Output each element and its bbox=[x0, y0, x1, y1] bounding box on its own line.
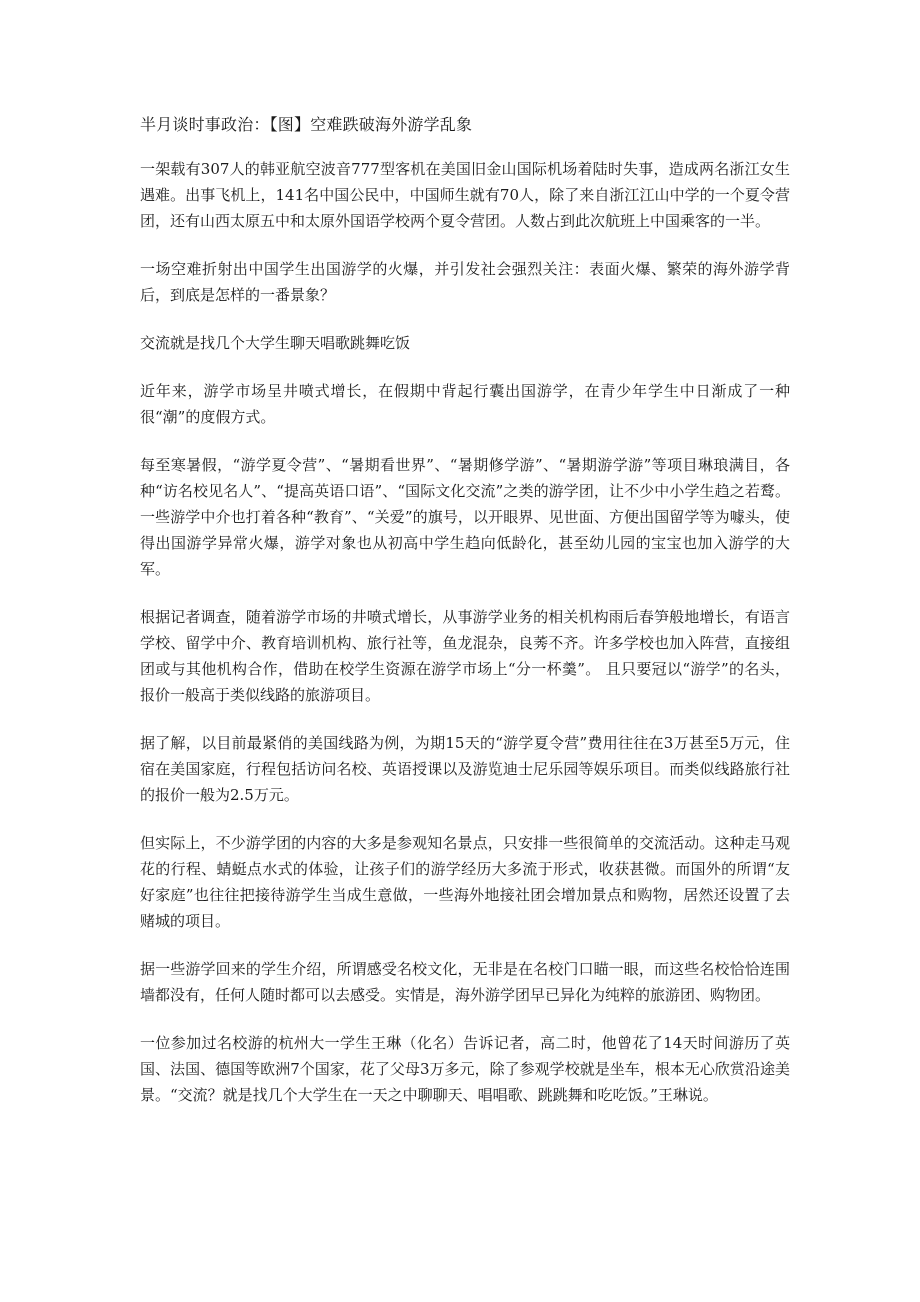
body-paragraph-7: 一位参加过名校游的杭州大一学生王琳（化名）告诉记者，高二时，他曾花了14天时间游历了英国、法国、德国等欧洲7个国家，花了父母3万多元，除了参观学校就是坐车，根本无心欣赏沿途美景。“交流？就是找几个大学生在一天之中聊聊天、唱唱歌、跳跳舞和吃吃饭。”王琳说。 bbox=[140, 1034, 790, 1104]
body-paragraph-4: 据了解，以目前最紧俏的美国线路为例，为期15天的“游学夏令营”费用往往在3万甚至5万元，住宿在美国家庭，行程包括访问名校、英语授课以及游览迪士尼乐园等娱乐项目。而类似线路旅行社的报价一般为2.5万元。 bbox=[140, 734, 790, 804]
body-paragraph-5: 但实际上，不少游学团的内容的大多是参观知名景点，只安排一些很简单的交流活动。这种走马观花的行程、蜻蜓点水式的体验，让孩子们的游学经历大多流于形式，收获甚微。而国外的所谓“友好家庭”也往往把接待游学生当成生意做，一些海外地接社团会增加景点和购物，居然还设置了去赌城的项目。 bbox=[140, 834, 790, 930]
body-paragraph-2: 每至寒暑假，“游学夏令营”、“暑期看世界”、“暑期修学游”、“暑期游学游”等项目琳琅满目，各种“访名校见名人”、“提高英语口语”、“国际文化交流”之类的游学团，让不少中小学生趋之若鹜。一些游学中介也打着各种“教育”、“关爱”的旗号，以开眼界、见世面、方便出国留学等为噱头，使得出国游学异常火爆，游学对象也从初高中学生趋向低龄化，甚至幼儿园的宝宝也加入游学的大军。 bbox=[140, 456, 790, 578]
body-paragraph-1: 近年来，游学市场呈井喷式增长，在假期中背起行囊出国游学，在青少年学生中日渐成了一种很“潮”的度假方式。 bbox=[140, 382, 790, 426]
body-paragraph-3: 根据记者调查，随着游学市场的井喷式增长，从事游学业务的相关机构雨后春笋般地增长，有语言学校、留学中介、教育培训机构、旅行社等，鱼龙混杂，良莠不齐。许多学校也加入阵营，直接组团或与其他机构合作，借助在校学生资源在游学市场上“分一杯羹”。 且只要冠以“游学”的名头，报价一般高于类似线路的旅游项目。 bbox=[140, 608, 790, 704]
section-subheading: 交流就是找几个大学生聊天唱歌跳舞吃饭 bbox=[140, 334, 411, 352]
intro-paragraph-1: 一架载有307人的韩亚航空波音777型客机在美国旧金山国际机场着陆时失事，造成两名浙江女生遇难。出事飞机上，141名中国公民中，中国师生就有70人，除了来自浙江江山中学的一个夏令营团，还有山西太原五中和太原外国语学校两个夏令营团。人数占到此次航班上中国乘客的一半。 bbox=[140, 160, 790, 230]
body-paragraph-6: 据一些游学回来的学生介绍，所谓感受名校文化，无非是在名校门口瞄一眼，而这些名校恰恰连围墙都没有，任何人随时都可以去感受。实情是，海外游学团早已异化为纯粹的旅游团、购物团。 bbox=[140, 960, 790, 1004]
intro-paragraph-2: 一场空难折射出中国学生出国游学的火爆，并引发社会强烈关注：表面火爆、繁荣的海外游学背后，到底是怎样的一番景象？ bbox=[140, 260, 790, 304]
document-title: 半月谈时事政治：【图】空难跌破海外游学乱象 bbox=[140, 115, 473, 134]
document-page bbox=[140, 112, 790, 1130]
